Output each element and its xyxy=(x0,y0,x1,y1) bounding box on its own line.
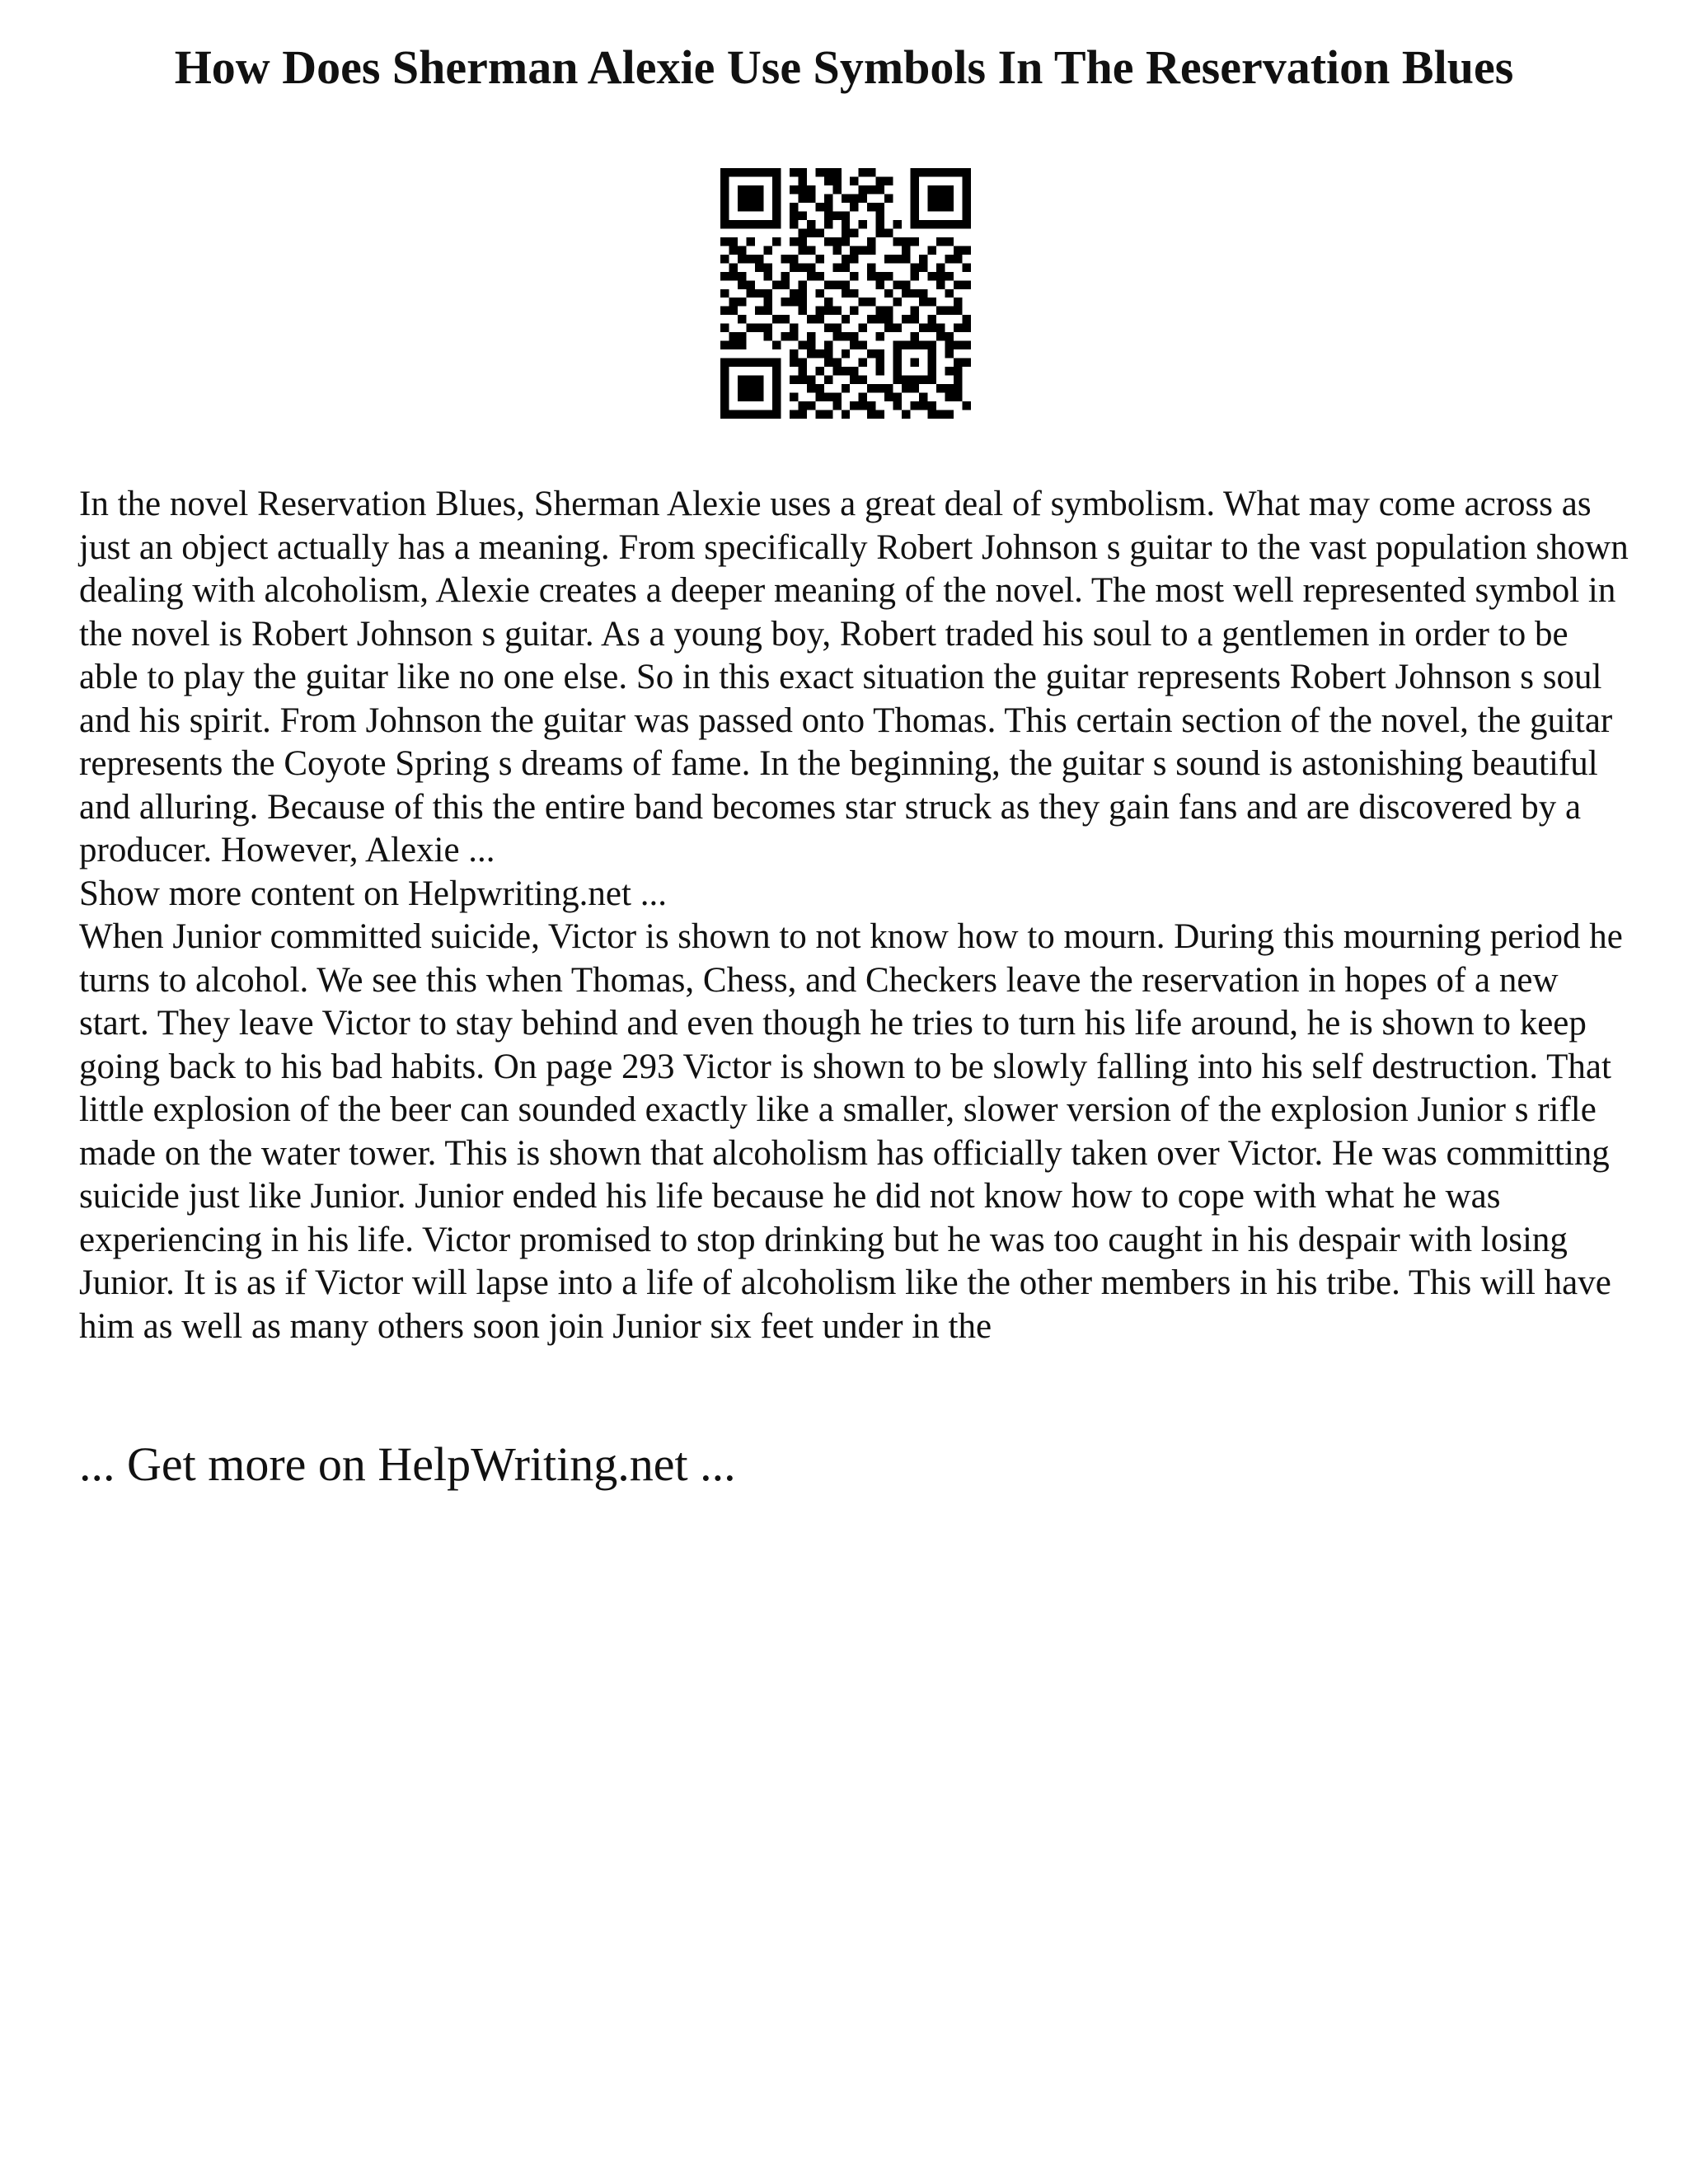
paragraph-1: In the novel Reservation Blues, Sherman Alexie uses a great deal of symbolism. What may come across as just an object actually has a meaning. From specifically Robert Johnson s guitar to the vast population shown dealing with alcoholism, Alexie creates a deeper meaning of the novel. The most well represented symbol in the novel is Robert Johnson s guitar. As a young boy, Robert traded his soul to a gentlemen in order to be able to play the guitar like no one else. So in this exact situation the guitar represents Robert Johnson s soul and his spirit. From Johnson the guitar was passed onto Thomas. This certain section of the novel, the guitar represents the Coyote Spring s dreams of fame. In the beginning, the guitar s sound is astonishing beautiful and alluring. Because of this the entire band becomes star struck as they gain fans and are discovered by a producer. However, Alexie ... xyxy=(79,485,1629,869)
get-more-link[interactable]: ... Get more on HelpWriting.net ... xyxy=(79,1437,736,1491)
document-title: How Does Sherman Alexie Use Symbols In The Reservation Blues xyxy=(174,40,1514,94)
show-more-link[interactable]: Show more content on Helpwriting.net ... xyxy=(79,874,667,913)
qr-code-icon xyxy=(720,168,971,419)
paragraph-2: When Junior committed suicide, Victor is shown to not know how to mourn. During this mourning period he turns to alcohol. We see this when Thomas, Chess, and Checkers leave the reservation in hopes of a new start. They leave Victor to stay behind and even though he tries to turn his life around, he is shown to keep going back to his bad habits. On page 293 Victor is shown to be slowly falling into his self destruction. That little explosion of the beer can sounded exactly like a smaller, slower version of the explosion Junior s rifle made on the water tower. This is shown that alcoholism has officially taken over Victor. He was committing suicide just like Junior. Junior ended his life because he did not know how to cope with what he was experiencing in his life. Victor promised to stop drinking but he was too caught in his despair with losing Junior. It is as if Victor will lapse into a life of alcoholism like the other members in his tribe. This will have him as well as many others soon join Junior six feet under in the xyxy=(79,917,1623,1346)
document-body xyxy=(79,483,1629,1348)
